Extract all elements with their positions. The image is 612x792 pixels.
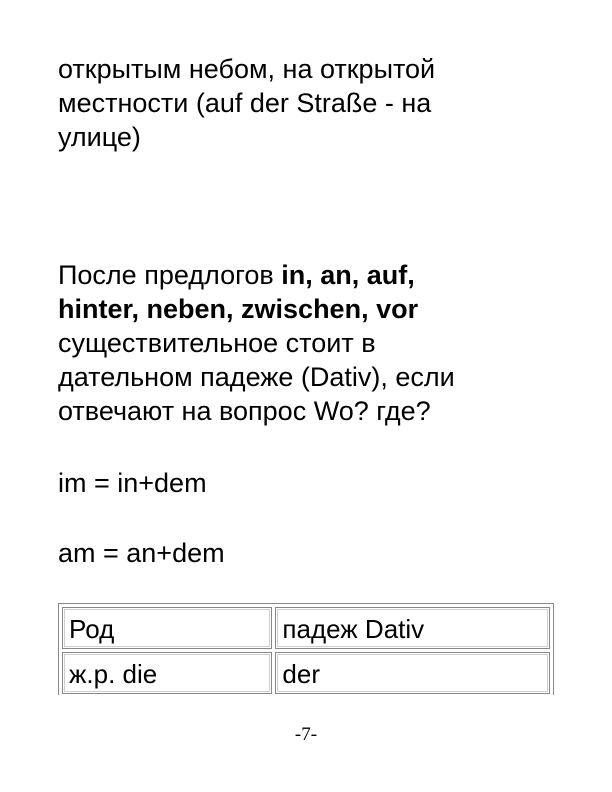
page-number: -7- — [294, 724, 318, 745]
prepositions-bold: in, an, auf, — [281, 260, 415, 290]
table-cell: ж.р. die — [62, 652, 272, 694]
rule-intro: После предлогов — [58, 260, 282, 290]
table-container — [58, 603, 554, 695]
text-line: местности (auf der Straße - на — [58, 88, 432, 118]
text-line — [58, 292, 578, 326]
prepositions-bold: hinter, neben, zwischen, vor — [58, 294, 419, 324]
text-line: улице) — [58, 122, 141, 152]
formula-am: am = an+dem — [58, 538, 225, 568]
text-line: открытым небом, на открытой — [58, 54, 436, 84]
paragraph-continuation — [58, 52, 578, 154]
formula-im: im = in+dem — [58, 468, 207, 498]
table-row — [62, 607, 550, 649]
gender-case-table — [58, 603, 554, 695]
text-line — [58, 258, 578, 292]
table-row — [62, 652, 550, 694]
paragraph-dativ-rule — [58, 258, 578, 428]
table-cell: Род — [62, 607, 272, 649]
text-line: существительное стоит в — [58, 328, 376, 358]
text-line: отвечают на вопрос Wo? где? — [58, 396, 431, 426]
table-cell: der — [275, 652, 550, 694]
text-line: дательном падеже (Dativ), если — [58, 362, 455, 392]
table-cell: падеж Dativ — [275, 607, 550, 649]
